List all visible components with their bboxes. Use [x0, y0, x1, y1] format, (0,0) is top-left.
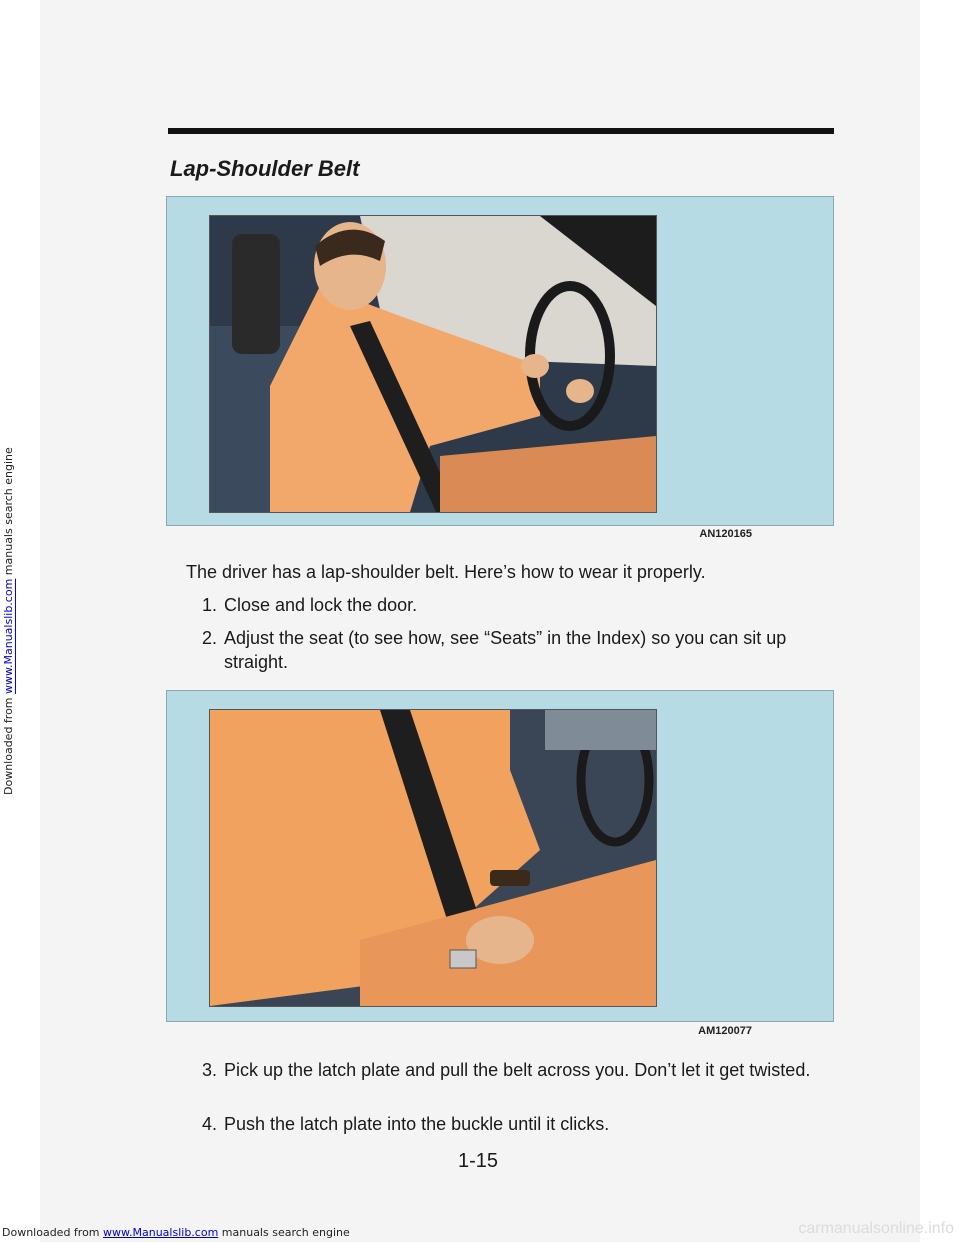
step-number: 4. — [202, 1114, 218, 1134]
figure-code: AN120165 — [699, 528, 752, 540]
manualslib-link-vertical[interactable]: www.Manualslib.com — [2, 578, 15, 694]
download-banner-vertical: Downloaded from www.Manualslib.com manuals search engine — [2, 447, 15, 795]
figure-latch-plate — [166, 690, 834, 1022]
list-item — [202, 1058, 812, 1082]
list-item — [202, 626, 812, 674]
section-rule — [168, 128, 834, 134]
latch-illustration — [210, 710, 656, 1006]
list-item — [202, 1112, 812, 1136]
illustration-driver-at-wheel — [209, 215, 657, 513]
driver-illustration — [210, 216, 656, 512]
step-text: Adjust the seat (to see how, see “Seats” in the Index) so you can sit up straight. — [224, 628, 787, 672]
step-text: Close and lock the door. — [224, 595, 418, 615]
page-number: 1-15 — [457, 1150, 499, 1172]
step-number: 2. — [202, 628, 218, 648]
figure-code: AM120077 — [698, 1025, 752, 1037]
step-text: Pick up the latch plate and pull the belt across you. Don’t let it get twisted. — [224, 1060, 811, 1080]
step-number: 1. — [202, 595, 218, 615]
manualslib-link[interactable]: www.Manualslib.com — [103, 1226, 219, 1239]
watermark-text: carmanualsonline.info — [798, 1220, 954, 1237]
illustration-belt-latch — [209, 709, 657, 1007]
step-text: Push the latch plate into the buckle until it clicks. — [224, 1114, 610, 1134]
step-number: 3. — [202, 1060, 218, 1080]
figure-driver-seated — [166, 196, 834, 526]
manual-page — [40, 0, 920, 1242]
intro-paragraph: The driver has a lap-shoulder belt. Here’s how to wear it properly. — [186, 562, 706, 582]
download-banner-footer: Downloaded from www.Manualslib.com manuals search engine — [2, 1226, 350, 1239]
list-item — [202, 593, 812, 617]
section-title: Lap-Shoulder Belt — [170, 156, 360, 181]
